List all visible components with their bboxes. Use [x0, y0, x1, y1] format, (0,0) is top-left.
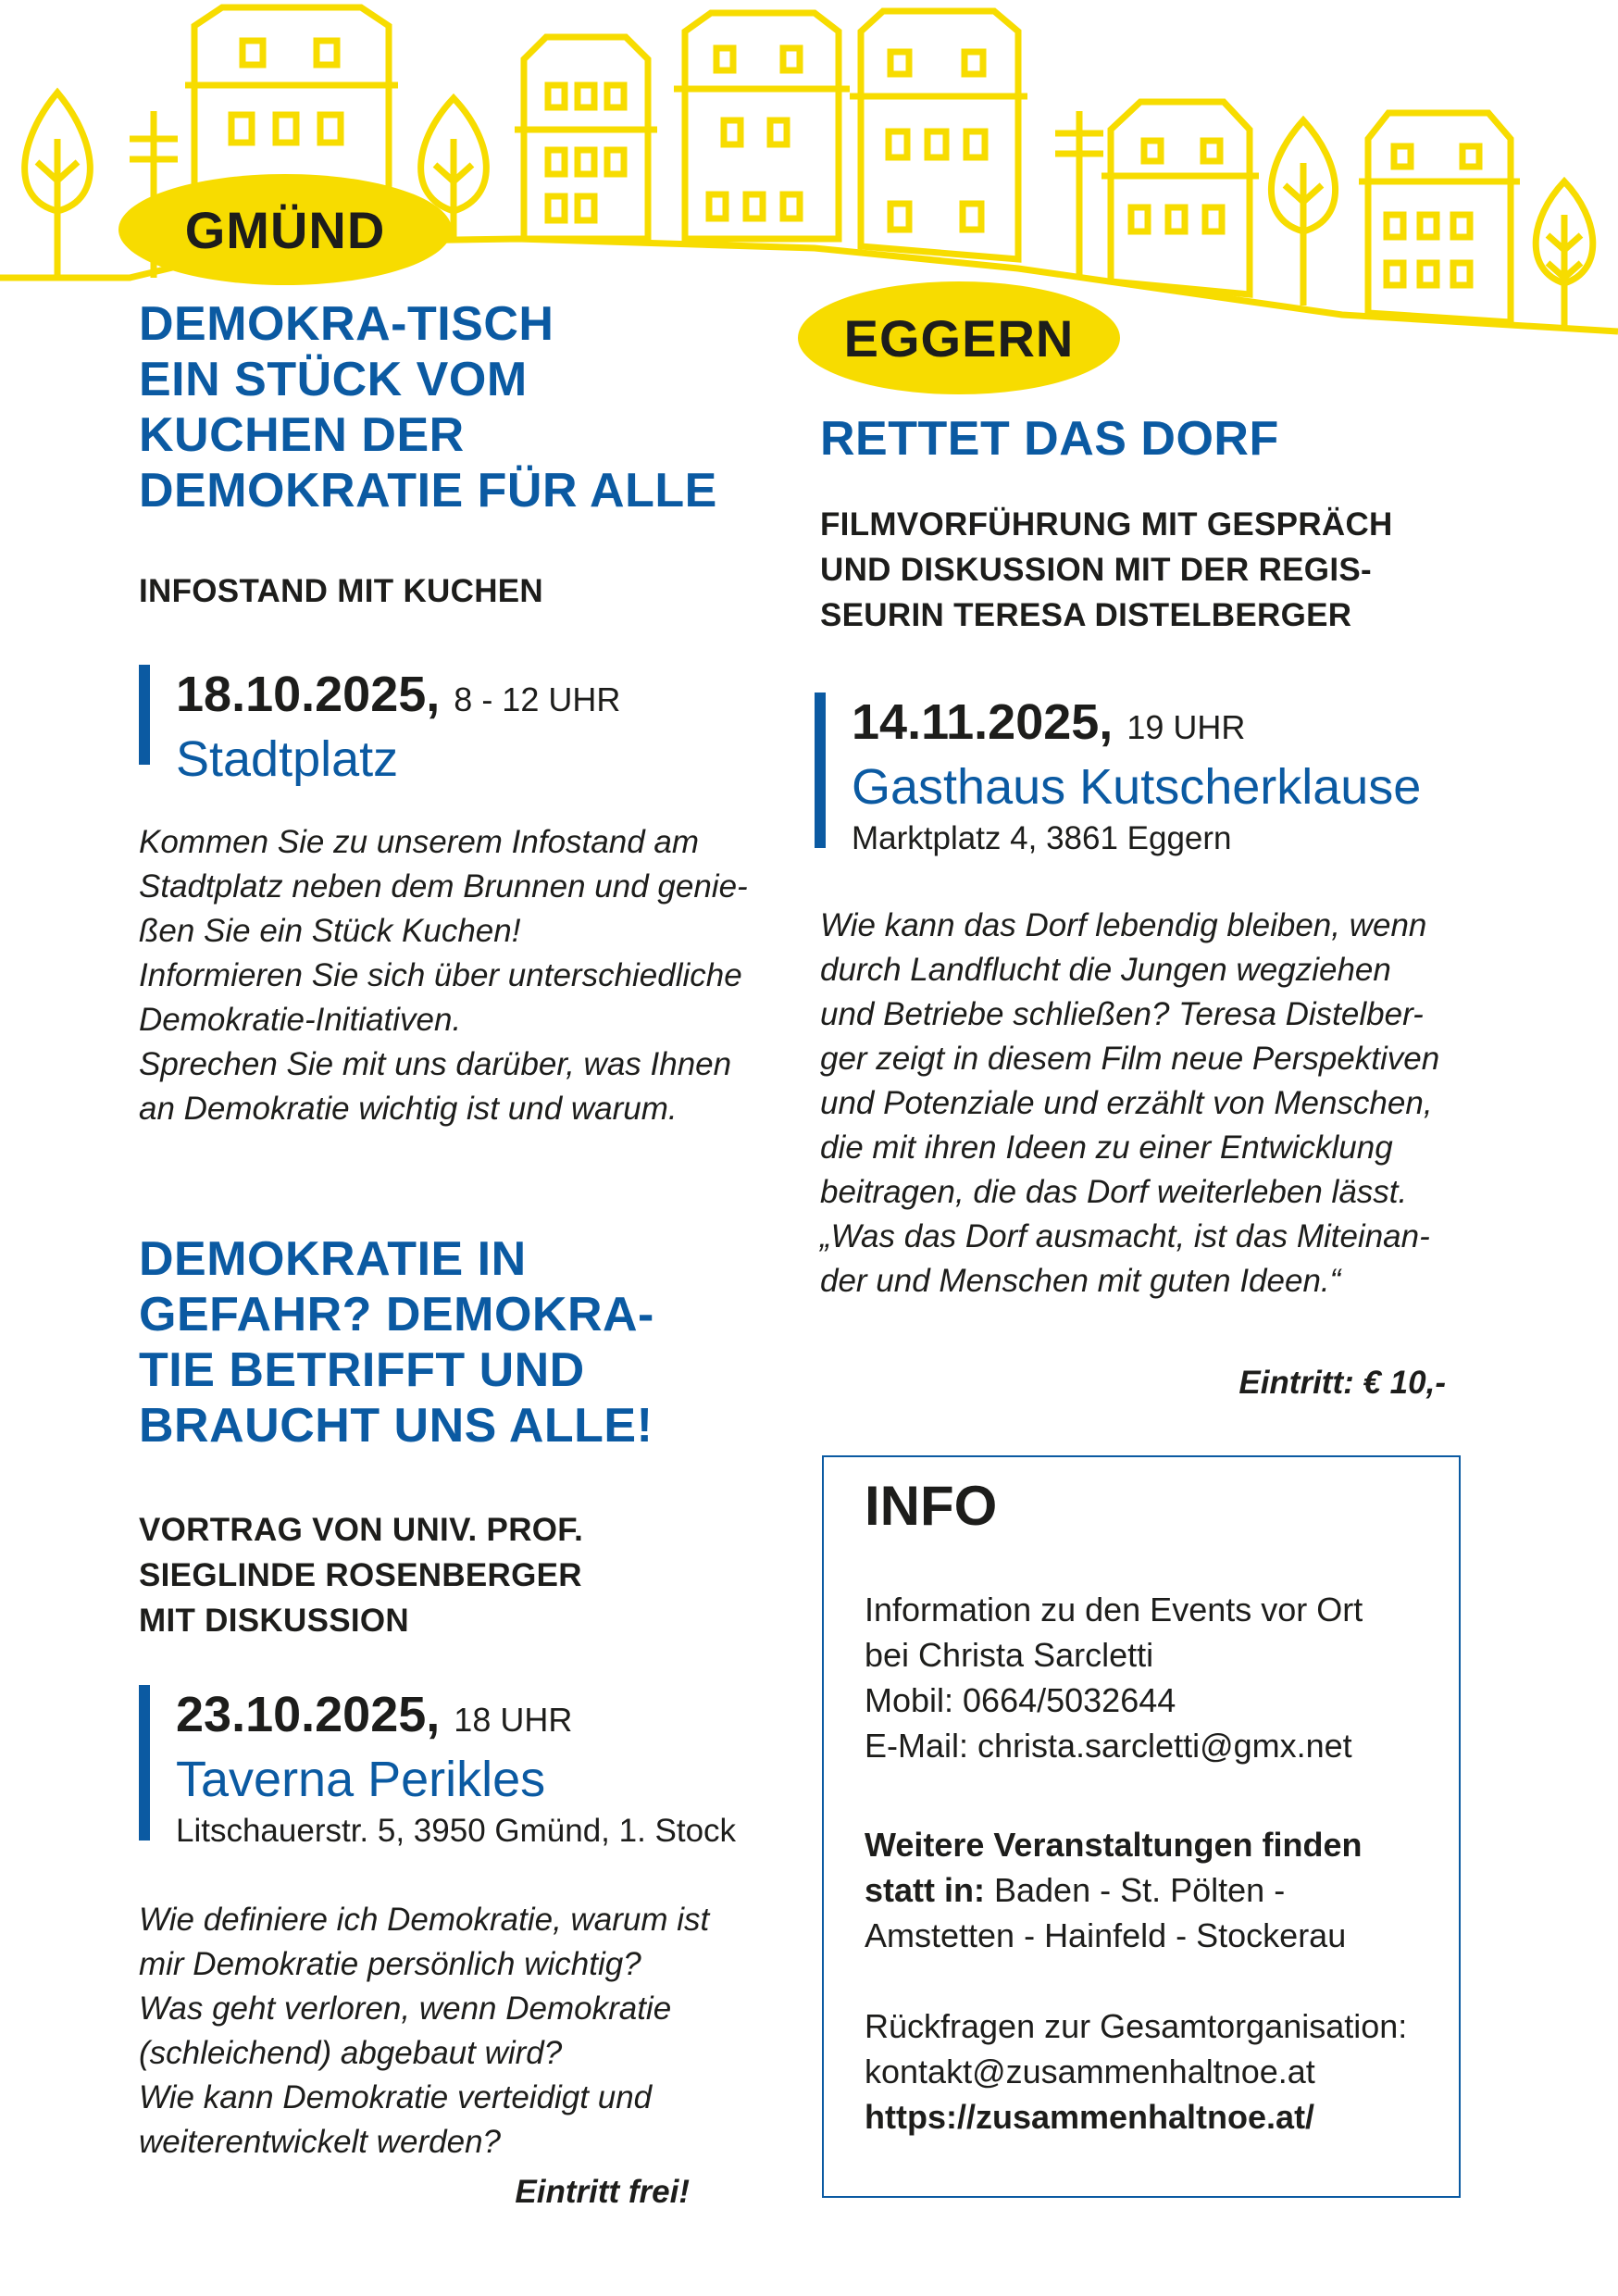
event3-entry: Eintritt: € 10,- — [1238, 1365, 1446, 1401]
event1-subtitle: INFOSTAND MIT KUCHEN — [139, 573, 543, 609]
event1-venue: Stadtplatz — [176, 731, 399, 787]
event3-date-box — [815, 693, 1422, 856]
info-contact: Information zu den Events vor Ort bei Christa Sarcletti Mobil: 0664/5032644 E-Mail: christa.sarcletti@gmx.net — [865, 1591, 1363, 1765]
info-more-events — [865, 1822, 1362, 1958]
event2-title: DEMOKRATIE IN GEFAHR? DEMOKRA- TIE BETRIFFT UND BRAUCHT UNS ALLE! — [139, 1232, 654, 1453]
info-title: INFO — [865, 1475, 998, 1537]
event2-time: 18 UHR — [454, 1701, 573, 1739]
info-questions: Rückfragen zur Gesamtorganisation: kontakt@zusammenhaltnoe.at — [865, 2007, 1408, 2090]
event2-venue: Taverna Perikles — [176, 1752, 546, 1807]
location-badge-eggern: EGGERN — [798, 281, 1120, 394]
event1-date: 18.10.2025, — [176, 667, 441, 722]
event1-date-line — [176, 665, 620, 730]
event1-time: 8 - 12 UHR — [454, 680, 621, 718]
event2-date-line — [176, 1685, 736, 1750]
event2-address: Litschauerstr. 5, 3950 Gmünd, 1. Stock — [176, 1813, 737, 1849]
event1-title: DEMOKRA-TISCH EIN STÜCK VOM KUCHEN DER DEMOKRATIE FÜR ALLE — [139, 297, 717, 518]
event3-address: Marktplatz 4, 3861 Eggern — [852, 820, 1232, 856]
event3-date: 14.11.2025, — [852, 694, 1114, 750]
info-url[interactable]: https://zusammenhaltnoe.at/ — [865, 2098, 1315, 2136]
event3-subtitle: FILMVORFÜHRUNG MIT GESPRÄCH UND DISKUSSION MIT DER REGIS- SEURIN TERESA DISTELBERGER — [820, 506, 1393, 633]
info-more-label: Weitere Veranstaltungen finden statt in: — [865, 1826, 1363, 1909]
info-box — [822, 1455, 1461, 2198]
event3-time: 19 UHR — [1126, 708, 1246, 746]
event2-date: 23.10.2025, — [176, 1687, 441, 1742]
event3-date-line — [852, 693, 1421, 757]
event2-entry: Eintritt frei! — [515, 2174, 690, 2210]
event3-description: Wie kann das Dorf lebendig bleiben, wenn durch Landflucht die Jungen wegziehen und Betriebe schließen? Teresa Distelber- ger zeigt in diesem Film neue Perspektiven und Potenziale und erzählt von Menschen, die mit ihren Ideen zu einer Entwicklung beitragen, die das Dorf weiterleben lässt. „Was das Dorf ausmacht, ist das Miteinan- der und Menschen mit guten Ideen.“ — [820, 907, 1440, 1299]
event1-date-box — [139, 665, 621, 787]
event1-description: Kommen Sie zu unserem Infostand am Stadtplatz neben dem Brunnen und genie- ßen Sie ein Stück Kuchen! Informieren Sie sich über unterschiedliche Demokratie-Initiativen. Sprechen Sie mit uns darüber, was Ihnen an Demokratie wichtig ist und warum. — [139, 824, 748, 1127]
event3-venue: Gasthaus Kutscherklause — [852, 759, 1422, 815]
event3-title: RETTET DAS DORF — [820, 412, 1279, 466]
event2-date-box — [139, 1685, 737, 1849]
info-more-places: Baden - St. Pölten - Amstetten - Hainfeld - Stockerau — [865, 1871, 1347, 1954]
location-badge-gmuend: GMÜND — [118, 174, 452, 285]
event2-description: Wie definiere ich Demokratie, warum ist mir Demokratie persönlich wichtig? Was geht verloren, wenn Demokratie (schleichend) abgebaut wird? Wie kann Demokratie verteidigt und weiterentwickelt werden? — [139, 1902, 710, 2160]
event2-subtitle: VORTRAG VON UNIV. PROF. SIEGLINDE ROSENBERGER MIT DISKUSSION — [139, 1512, 584, 1639]
